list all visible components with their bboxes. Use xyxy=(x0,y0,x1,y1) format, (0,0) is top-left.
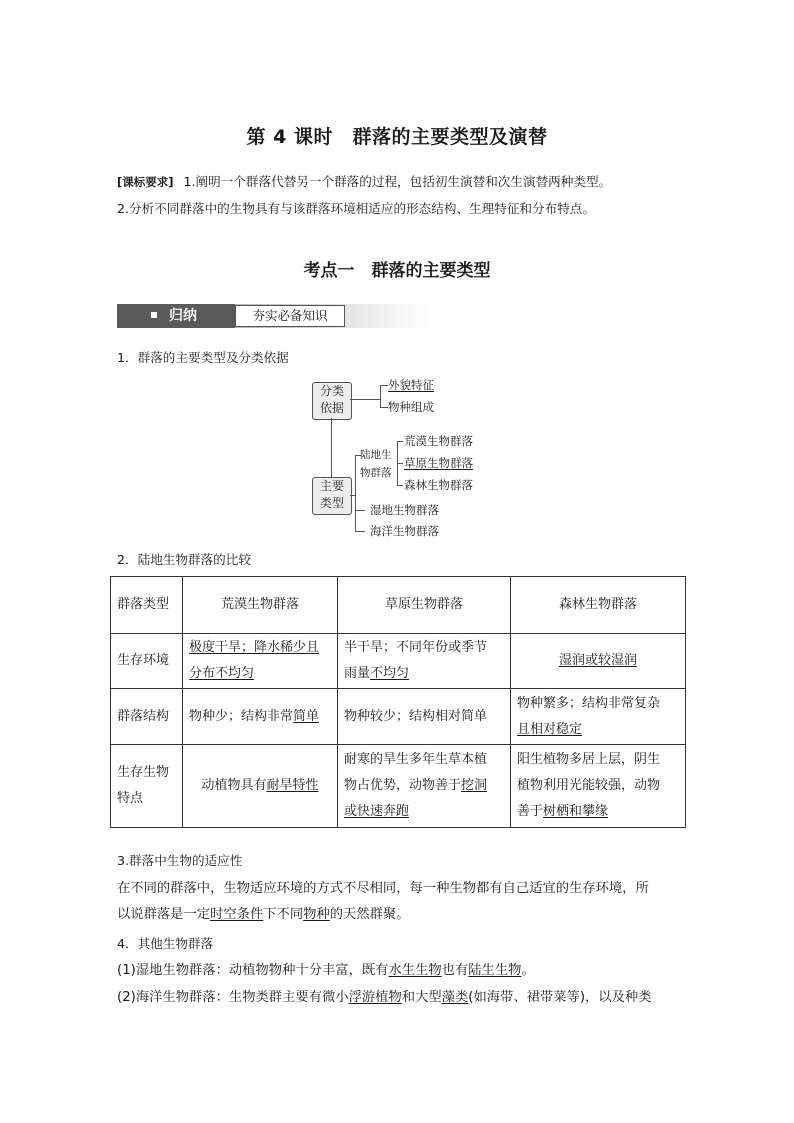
table-cell xyxy=(183,634,338,689)
wetland-paragraph xyxy=(117,961,535,981)
standard-item-1: 1.阐明一个群落代替另一个群落的过程，包括初生演替和次生演替两种类型。 xyxy=(183,174,612,189)
table-row xyxy=(111,634,686,689)
land-tick-1 xyxy=(397,441,403,442)
text-span: 和大型 xyxy=(401,990,442,1005)
cell-text: 物占优势，动物善于 xyxy=(344,778,462,793)
underlined-term: 时空条件 xyxy=(210,907,264,922)
basis-box-line2: 依据 xyxy=(319,401,344,415)
row-label xyxy=(111,745,183,828)
land-tick-3 xyxy=(397,485,403,486)
ocean-paragraph xyxy=(117,988,652,1008)
table-row xyxy=(111,689,686,745)
type-tick-ocean xyxy=(355,531,365,532)
header-cell: 群落类型 xyxy=(111,577,183,634)
basis-tick-1 xyxy=(380,385,388,386)
cell-line: 极度干旱；降水稀少且 xyxy=(189,640,320,655)
lesson-title: 第 4 课时 群落的主要类型及演替 xyxy=(246,126,548,148)
cell-text: 善于 xyxy=(517,804,544,819)
cell-line: 特点 xyxy=(117,791,144,806)
basis-item-appearance: 外貌特征 xyxy=(388,378,434,392)
cell-line xyxy=(344,661,504,687)
cell-line: 分布不均匀 xyxy=(189,666,255,681)
type-bracket xyxy=(355,455,356,531)
cell-text-underlined: 树栖和攀缘 xyxy=(543,804,609,819)
basis-tick-2 xyxy=(380,407,388,408)
text-span: 的天然群聚。 xyxy=(329,907,410,922)
underlined-term: 藻类 xyxy=(441,990,469,1005)
type-tick-wetland xyxy=(355,510,365,511)
cell-line xyxy=(344,773,504,799)
heading-4: 4．其他生物群落 xyxy=(117,936,214,951)
section-title: 考点一 群落的主要类型 xyxy=(303,261,491,281)
text-span: (2)海洋生物群落：生物类群主要有微小 xyxy=(117,990,349,1005)
land-label xyxy=(360,446,392,482)
text-span: 以说群落是一定 xyxy=(117,907,211,922)
cell-text-underlined: 湿润或较湿润 xyxy=(558,653,637,668)
heading-2: 2．陆地生物群落的比较 xyxy=(117,552,251,567)
heading-1: 1．群落的主要类型及分类依据 xyxy=(117,350,289,365)
cell-text: 雨量 xyxy=(344,666,371,681)
basis-bracket xyxy=(380,385,381,407)
land-item-forest: 森林生物群落 xyxy=(404,478,473,492)
land-item-grassland: 草原生物群落 xyxy=(404,456,473,470)
table-header-row xyxy=(111,577,686,634)
comparison-table xyxy=(110,576,686,828)
table-cell xyxy=(183,745,338,828)
land-label-line2: 物群落 xyxy=(360,467,392,479)
cell-line: 生存生物 xyxy=(117,765,170,780)
cell-line: 物种繁多；结构非常复杂 xyxy=(517,695,661,711)
heading-3: 3.群落中生物的适应性 xyxy=(117,853,243,868)
underlined-term: 陆生生物 xyxy=(468,963,522,978)
text-span: 。 xyxy=(521,963,535,978)
table-cell xyxy=(511,634,686,689)
cell-text-underlined: 挖洞 xyxy=(461,778,488,793)
header-cell: 草原生物群落 xyxy=(338,577,511,634)
table-cell xyxy=(338,745,511,828)
cell-text: 物种较少；结构相对简单 xyxy=(344,708,488,724)
row-label: 生存环境 xyxy=(111,634,183,689)
cell-line: 半干旱；不同年份或季节 xyxy=(344,640,488,655)
row-label: 群落结构 xyxy=(111,689,183,745)
type-item-wetland: 湿地生物群落 xyxy=(370,503,439,517)
adaptation-line-2 xyxy=(117,905,410,925)
cell-line: 阳生植物多居上层，阴生 xyxy=(517,752,661,767)
basis-box xyxy=(312,382,352,420)
adaptation-line-1: 在不同的群落中，生物适应环境的方式不尽相同，每一种生物都有自己适宜的生存环境，所 xyxy=(117,881,649,896)
header-cell: 森林生物群落 xyxy=(511,577,686,634)
header-cell: 荒漠生物群落 xyxy=(183,577,338,634)
table-cell xyxy=(511,689,686,745)
classification-diagram xyxy=(0,0,794,560)
banner-tag-label: 归纳 xyxy=(169,308,197,324)
cell-line: 或快速奔跑 xyxy=(344,804,410,819)
trunk-line xyxy=(331,418,332,477)
cell-line: 耐寒的旱生多年生草本植 xyxy=(344,752,488,767)
type-box-line1: 主要 xyxy=(319,479,344,493)
table-cell xyxy=(511,745,686,828)
type-box-line2: 类型 xyxy=(319,496,344,510)
cell-text: 物种少；结构非常 xyxy=(189,708,294,724)
text-span: (如海带、裙带菜等)，以及种类 xyxy=(468,990,652,1005)
cell-text-underlined: 不均匀 xyxy=(370,666,410,681)
basis-item-species: 物种组成 xyxy=(388,400,434,414)
standard-label: [课标要求] xyxy=(117,175,174,189)
land-item-desert: 荒漠生物群落 xyxy=(404,434,473,448)
text-span: 下不同 xyxy=(263,907,304,922)
table-cell xyxy=(183,689,338,745)
standard-line-2: 2.分析不同群落中的生物具有与该群落环境相适应的形态结构、生理特征和分布特点。 xyxy=(117,201,595,216)
land-label-line1: 陆地生 xyxy=(360,449,392,461)
cell-line xyxy=(517,799,679,825)
table-cell xyxy=(338,689,511,745)
type-box xyxy=(312,477,352,515)
basis-connector xyxy=(350,399,380,400)
table-cell xyxy=(338,634,511,689)
land-tick-2 xyxy=(397,463,403,464)
cell-line: 植物利用光能较强，动物 xyxy=(517,778,661,793)
underlined-term: 水生生物 xyxy=(388,963,442,978)
cell-line: 且相对稳定 xyxy=(517,721,583,737)
cell-text-underlined: 耐旱特性 xyxy=(266,778,319,793)
cell-text-underlined: 简单 xyxy=(293,708,320,724)
text-span: 也有 xyxy=(441,963,469,978)
table-row xyxy=(111,745,686,828)
basis-box-line1: 分类 xyxy=(319,384,344,398)
text-span: (1)湿地生物群落：动植物物种十分丰富，既有 xyxy=(117,963,389,978)
cell-text: 动植物具有 xyxy=(201,778,267,793)
banner-subtitle: 夯实必备知识 xyxy=(235,305,345,327)
underlined-term: 物种 xyxy=(303,907,330,922)
type-item-ocean: 海洋生物群落 xyxy=(370,524,439,538)
underlined-term: 浮游植物 xyxy=(348,990,402,1005)
